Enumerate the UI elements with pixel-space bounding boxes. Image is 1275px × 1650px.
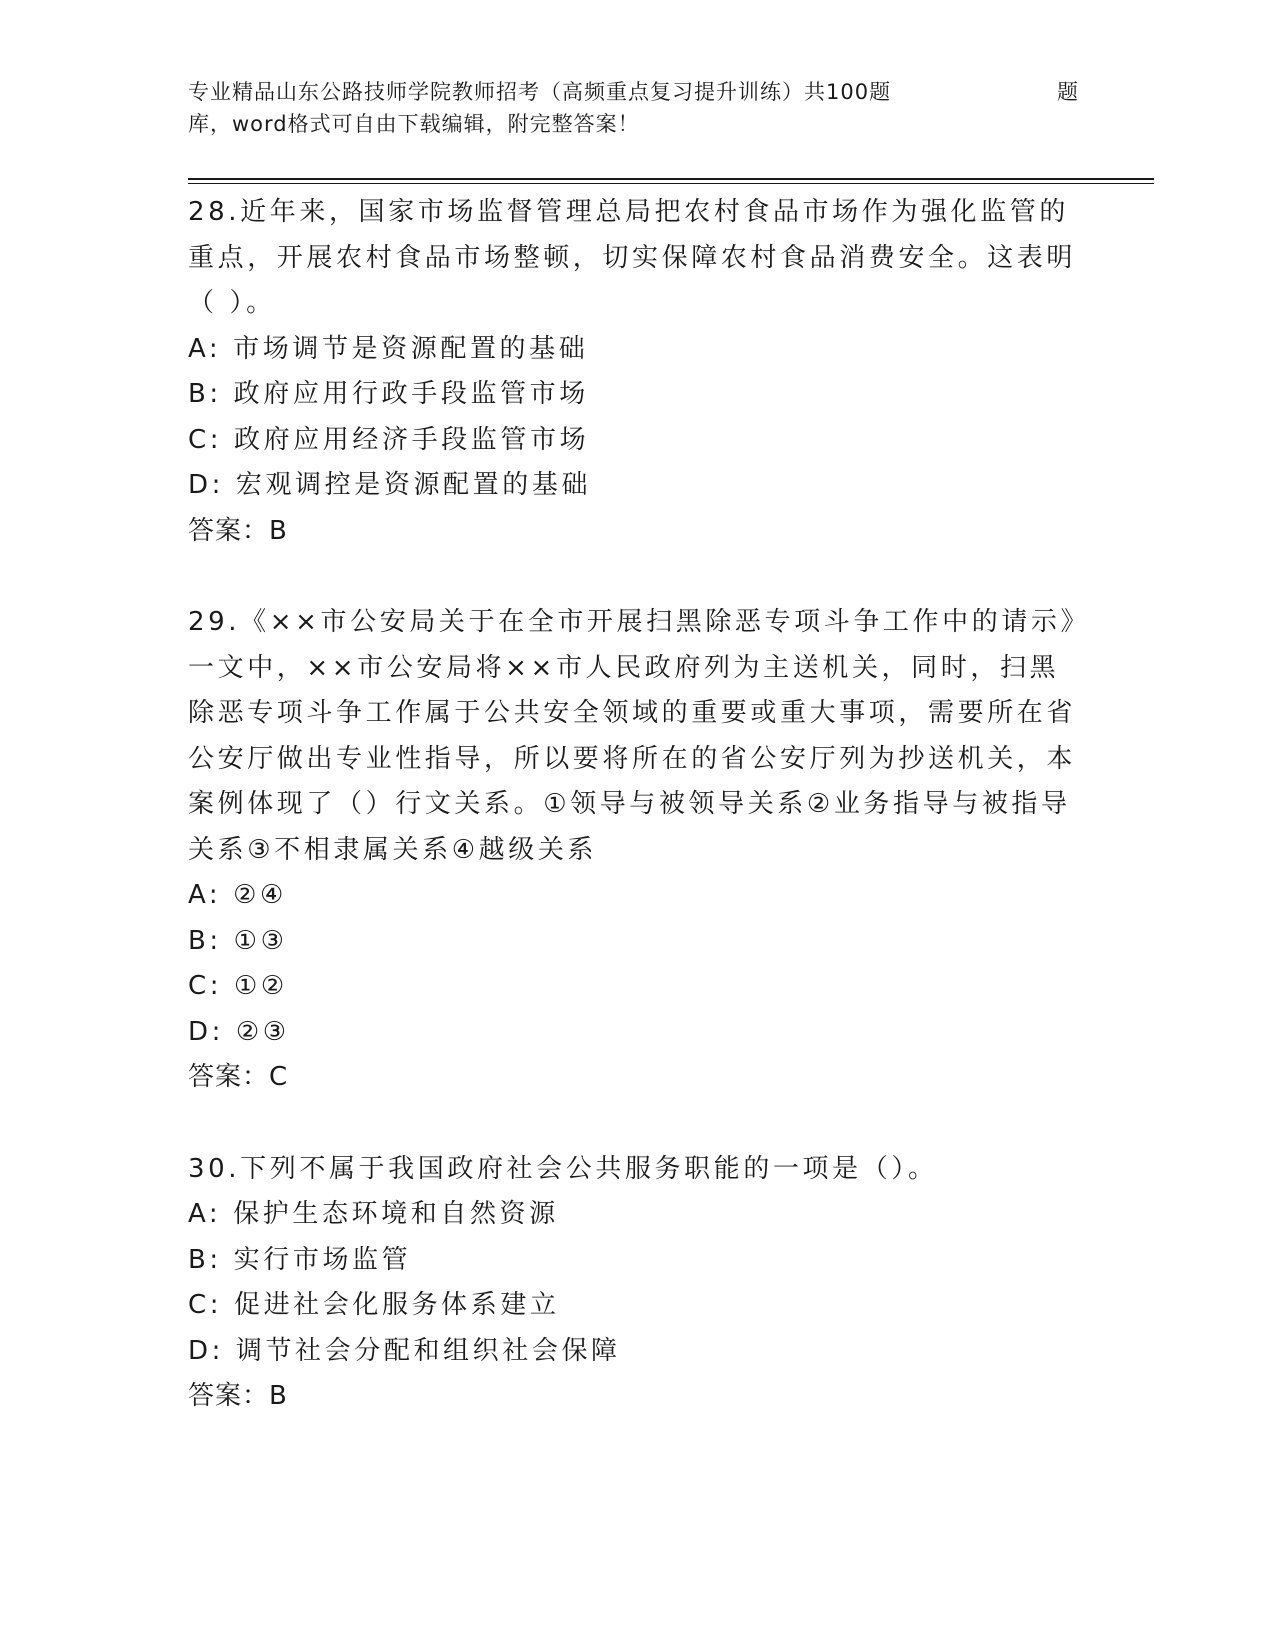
option-b: B: 实行市场监管 bbox=[188, 1244, 412, 1275]
option-c: C: ①② bbox=[188, 971, 288, 1001]
header-divider-thick bbox=[188, 178, 1154, 180]
header-tail: 题 bbox=[1057, 80, 1078, 104]
option-d: D: 宏观调控是资源配置的基础 bbox=[188, 470, 592, 500]
question-28 bbox=[188, 190, 1088, 554]
answer: 答案：B bbox=[188, 1381, 288, 1411]
document-header bbox=[188, 76, 1088, 140]
option-a: A: ②④ bbox=[188, 880, 287, 910]
option-b: B: ①③ bbox=[188, 925, 288, 956]
answer: 答案：C bbox=[188, 1062, 289, 1092]
question-stem: 29.《××市公安局关于在全市开展扫黑除恶专项斗争工作中的请示》一文中，××市公安局将××市人民政府列为主送机关，同时，扫黑除恶专项斗争工作属于公共安全领域的重要或重大事项，需要所在省公安厅做出专业性指导，所以要将所在的省公安厅列为抄送机关，本案例体现了（）行文关系。①领导与被领导关系②业务指导与被指导关系③不相隶属关系④越级关系 bbox=[188, 607, 1078, 865]
option-c: C: 促进社会化服务体系建立 bbox=[188, 1290, 560, 1320]
option-d: D: 调节社会分配和组织社会保障 bbox=[188, 1335, 621, 1366]
answer: 答案：B bbox=[188, 515, 288, 546]
option-a: A: 市场调节是资源配置的基础 bbox=[188, 333, 589, 364]
header-divider-thin bbox=[188, 183, 1154, 184]
option-a: A: 保护生态环境和自然资源 bbox=[188, 1199, 559, 1229]
question-stem: 28.近年来，国家市场监督管理总局把农村食品市场作为强化监管的重点，开展农村食品市场整顿，切实保障农村食品消费安全。这表明（ ）。 bbox=[188, 197, 1077, 318]
question-30 bbox=[188, 1147, 1088, 1420]
header-line-1: 专业精品山东公路技师学院教师招考（高频重点复习提升训练）共100题 bbox=[188, 80, 892, 104]
option-c: C: 政府应用经济手段监管市场 bbox=[188, 424, 590, 455]
header-line-2: 库，word格式可自由下载编辑，附完整答案！ bbox=[188, 112, 640, 136]
question-29 bbox=[188, 600, 1088, 1101]
option-b: B: 政府应用行政手段监管市场 bbox=[188, 379, 589, 409]
question-stem: 30.下列不属于我国政府社会公共服务职能的一项是（）。 bbox=[188, 1153, 938, 1184]
question-list bbox=[188, 190, 1088, 1466]
option-d: D: ②③ bbox=[188, 1016, 290, 1047]
